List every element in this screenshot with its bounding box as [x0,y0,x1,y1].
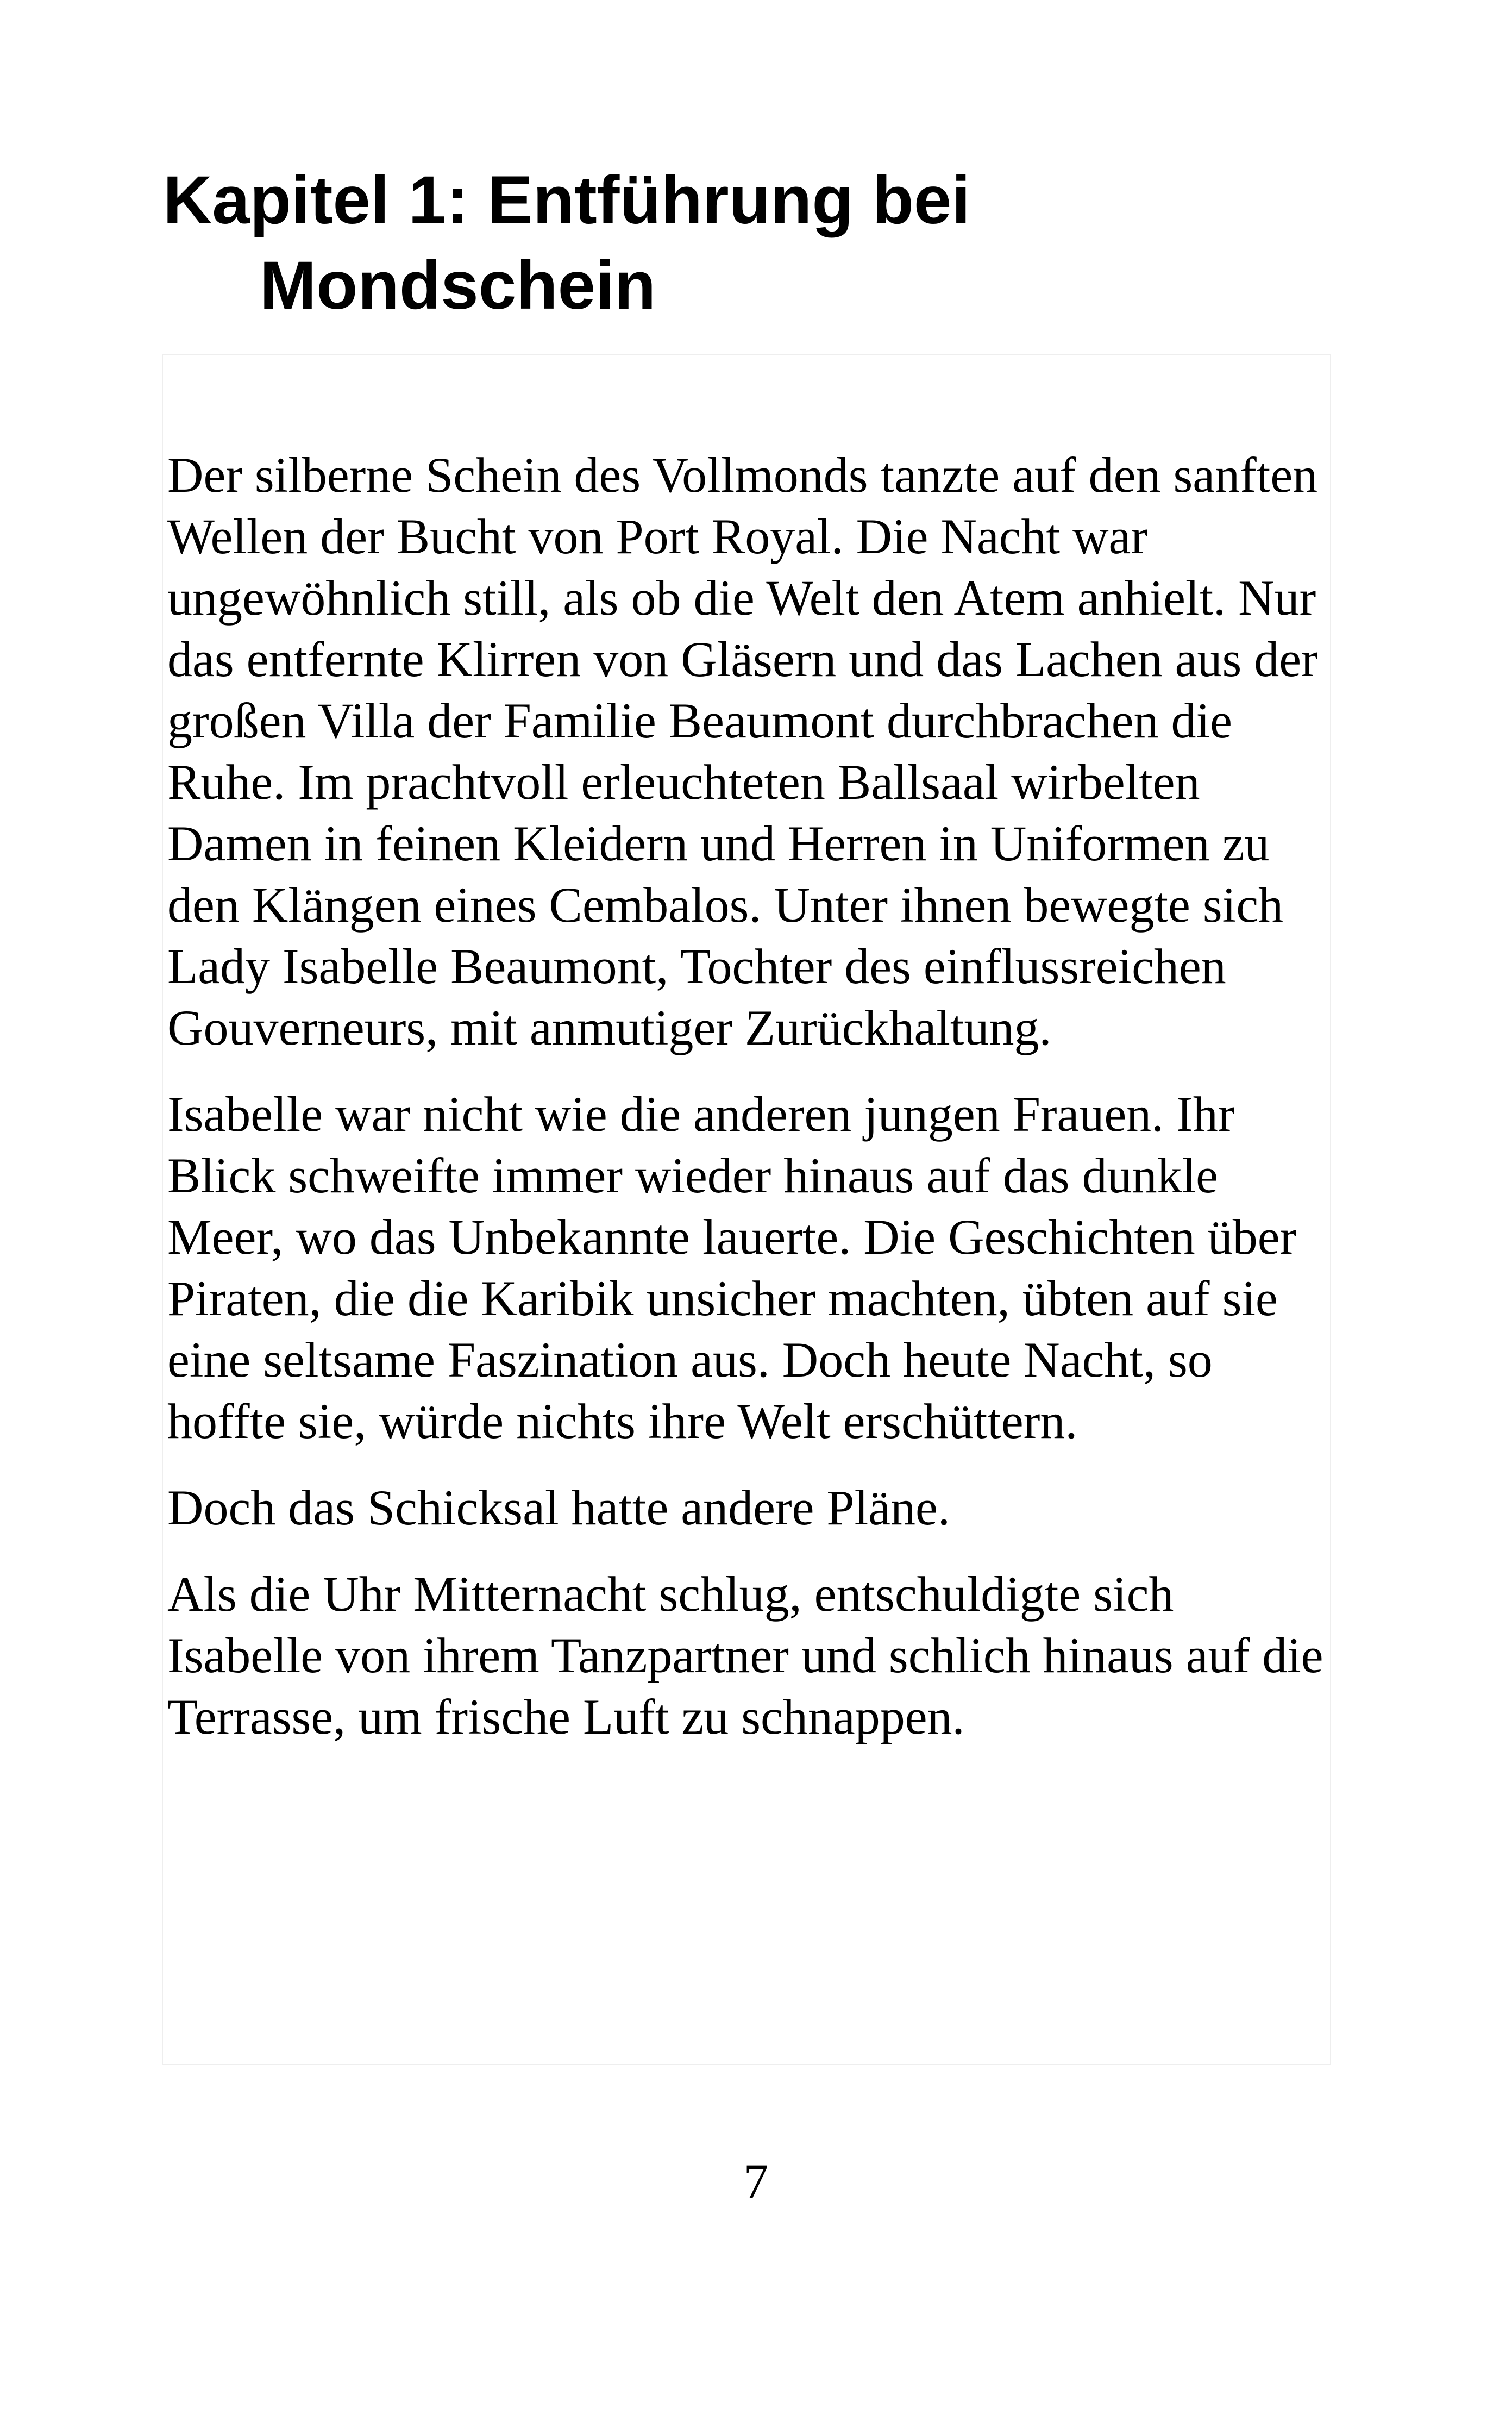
paragraph: Isabelle war nicht wie die anderen jungen Frauen. Ihr Blick schweifte immer wieder hinaus auf das dunkle Meer, wo das Unbekannte lauerte. Die Geschichten über Piraten, die die Karibik unsicher machten, übten auf sie eine seltsame Faszination aus. Doch heute Nacht, so hoffte sie, würde nichts ihre Welt erschüttern. [167,1086,1297,1449]
page-number: 7 [743,2154,769,2209]
paragraph: Als die Uhr Mitternacht schlug, entschuldigte sich Isabelle von ihrem Tanzpartner und schlich hinaus auf die Terrasse, um frische Luft zu schnappen. [167,1566,1323,1744]
chapter-title [163,158,1337,328]
paragraph: Doch das Schicksal hatte andere Pläne. [167,1480,950,1535]
chapter-body [167,445,1330,1773]
chapter-title-line-2: Mondschein [260,248,656,323]
paragraph: Der silberne Schein des Vollmonds tanzte auf den sanften Wellen der Bucht von Port Royal. Die Nacht war ungewöhnlich still, als ob die Welt den Atem anhielt. Nur das entfernte Klirren von Gläsern und das Lachen aus der großen Villa der Familie Beaumont durchbrachen die Ruhe. Im prachtvoll erleuchteten Ballsaal wirbelten Damen in feinen Kleidern und Herren in Uniformen zu den Klängen eines Cembalos. Unter ihnen bewegte sich Lady Isabelle Beaumont, Tochter des einflussreichen Gouverneurs, mit anmutiger Zurückhaltung. [167,447,1318,1055]
chapter-title-line-1: Kapitel 1: Entführung bei [163,162,971,238]
